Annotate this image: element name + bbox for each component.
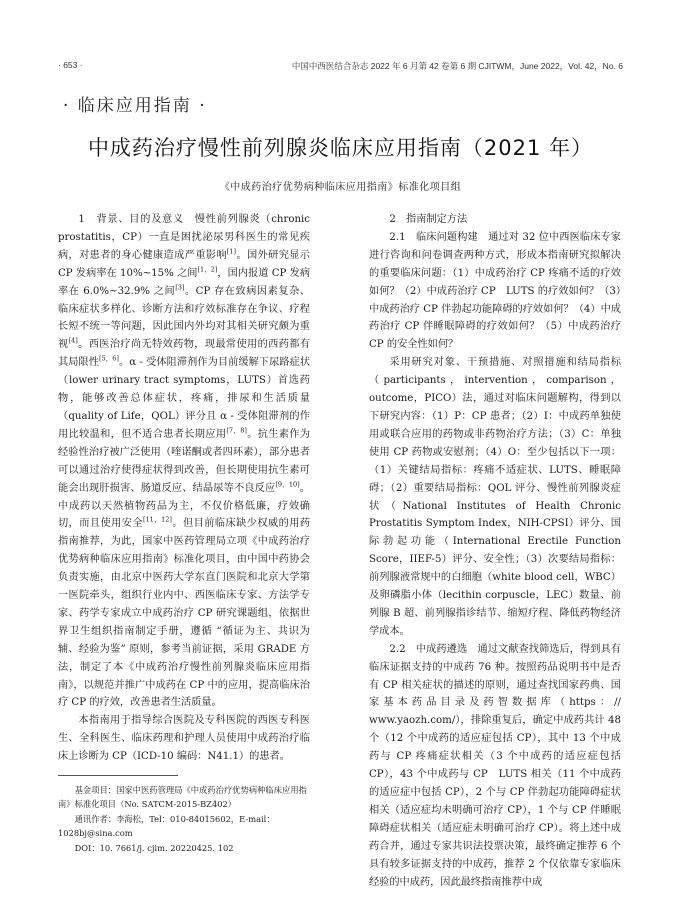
section-heading: 2 指南制定方法 (389, 214, 468, 225)
citation-ref: [5，6] (98, 354, 119, 363)
section-tag: · 临床应用指南 · (63, 96, 207, 116)
background-paragraph: 1 背景、目的及意义 慢性前列腺炎（chronic prostatitis，CP）一直是困扰泌尿男科医生的常见疾病，对患者的身心健康造成严重影响[1]。国外研究显示 CP 发病率在 10%~15% 之间[1，2]，国内报道 CP 发病率在 6.0%~32.9% 之间[3]。CP 存在致病因素复杂、临床症状多样化、诊断方法和疗效标准存在争议、疗程长短不统一等问题，因此国内外均对其相关研究颇为重视[4]。西医治疗尚无特效药物，现最常使用的西药都有其局限性[5，6]。α - 受体阻滞剂作为目前缓解下尿路症状（lower urinary tract symptoms，LUTS）首选药物，能够改善总体症状，疼痛，排尿和生活质量（quality of Life，QOL）评分且 α - 受体阻滞剂的作用比较温和，但不适合患者长期应用[7，8]。抗生素作为经验性治疗被广泛使用（喹诺酮或者四环素），部分患者可以通过治疗使得症状得到改善，但长期使用抗生素可能会出现肝损害、肠道反应、结晶尿等不良反应[9，10]。中成药以天然植物药品为主，不仅价格低廉，疗效确切，而且使用安全[11，12]。但目前临床缺少权威的用药指南推荐，为此，国家中医药管理局立项《中成药治疗优势病种临床应用指南》标准化项目，由中国中药协会负责实施，由北京中医药大学东直门医院和北京大学第一医院牵头，组织行业内中、西医临床专家、方法学专家、药学专家成立中成药治疗 CP 研究课题组，依据世界卫生组织指南制定手册，遵循 “循证为主、共识为辅、经验为鉴” 原则，参考当前证据，采用 GRADE 方法，制定了本《中成药治疗慢性前列腺炎临床应用指南》，以规范并推广中成药在 CP 中的应用，提高临床治疗 CP 的疗效，改善患者生活质量。 (58, 214, 311, 709)
doi-footnote: DOI：10. 7661/j. cjim. 20220425. 102 (74, 843, 234, 853)
footnotes (58, 783, 310, 856)
author-group: 《中成药治疗优势病种临床应用指南》标准化项目组 (219, 182, 462, 193)
page-number: · 653 · (58, 60, 83, 70)
pico-paragraph: 采用研究对象、干预措施、对照措施和结局指标（participants，intervention，comparison，outcome，PICO）法，通过对临床问题解构，得到以下研究内容：（1）P：CP 患者；（2）I：中成药单独使用或联合应用的药物或非药物治疗方法；（3）C：单独使用 CP 药物或安慰剂；（4）O：至少包括以下一项：（1）关键结局指标：疼痛不适症状、LUTS、睡眠障碍；（2）重要结局指标：QOL 评分、慢性前列腺炎症状（National Institutes of Health Chronic Prostatitis Symptom Index，NIH-CPSI）评分、国际勃起功能（International Erectile Function Score，IIEF-5）评分、安全性；（3）次要结局指标：前列腺液常规中的白细胞（white blood cell，WBC）及卵磷脂小体（lecithin corpuscle，LEC）数量、前列腺 B 超、前列腺指诊结节、缩短疗程、降低药物经济学成本。 (369, 357, 621, 637)
clinical-question-paragraph: 2.1 临床问题构建 通过对 32 位中西医临床专家进行咨询和问卷调查两种方式，形成本指南研究拟解决的重要临床问题：（1）中成药治疗 CP 疼痛不适的疗效如何？（2）中成药治疗 CP LUTS 的疗效如何？（3）中成药治疗 CP 伴勃起功能障碍的疗效如何？（4）中成药治疗 CP 伴睡眠障碍的疗效如何？（5）中成药治疗 CP 的安全性如何？ (369, 231, 621, 351)
citation-ref: [11，12] (142, 516, 172, 525)
journal-citation: 中国中西医结合杂志 2022 年 6 月第 42 卷第 6 期 CJITWM，June 2022，Vol. 42，No. 6 (291, 61, 623, 71)
citation-ref: [1，2] (197, 265, 218, 274)
left-column (58, 211, 310, 766)
footnote-divider (58, 775, 178, 776)
citation-ref: [3] (175, 283, 185, 292)
right-column (369, 211, 621, 891)
scope-paragraph: 本指南用于指导综合医院及专科医院的西医专科医生、全科医生、临床药理和护理人员使用中成药治疗临床上诊断为 CP（ICD-10 编码：N41.1）的患者。 (58, 715, 310, 763)
citation-ref: [4] (68, 336, 78, 345)
article-title: 中成药治疗慢性前列腺炎临床应用指南（2021 年） (87, 136, 594, 161)
citation-ref: [9，10] (275, 480, 300, 489)
contact-footnote: 通讯作者：李海松，Tel：010-84015602，E-mail：1028bj@sina.com (58, 814, 275, 838)
drug-selection-paragraph: 2.2 中成药遴选 通过文献查找筛选后，得到具有临床证据支持的中成药 76 种。按照药品说明书中是否有 CP 相关症状的描述的原则，通过查找国家药典、国家基本药品目录及药智数据库（https：// www.yaozh.com/），排除重复后，确定中成药共计 48 个（12 个中成药的适应症包括 CP），其中 13 个中成药与 CP 疼痛症状相关（3 个中成药的适应症包括 CP），43 个中成药与 CP LUTS 相关（11 个中成药的适应症中包括 CP），2 个与 CP 伴勃起功能障碍症状相关（适应症均未明确可治疗 CP），1 个与 CP 伴睡眠障碍症状相关（适应症未明确可治疗 CP）。将上述中成药合并，通过专家共识法投票决策，最终确定推荐 6 个具有较多证据支持的中成药，推荐 2 个仅依靠专家临床经验的中成药，因此最终指南推荐中成 (369, 643, 621, 888)
fund-footnote: 基金项目：国家中医药管理局《中成药治疗优势病种临床应用指南》标准化项目（No. SATCM-2015-BZ402） (58, 785, 307, 809)
citation-ref: [7，8] (226, 426, 247, 435)
citation-ref: [1] (226, 247, 237, 256)
